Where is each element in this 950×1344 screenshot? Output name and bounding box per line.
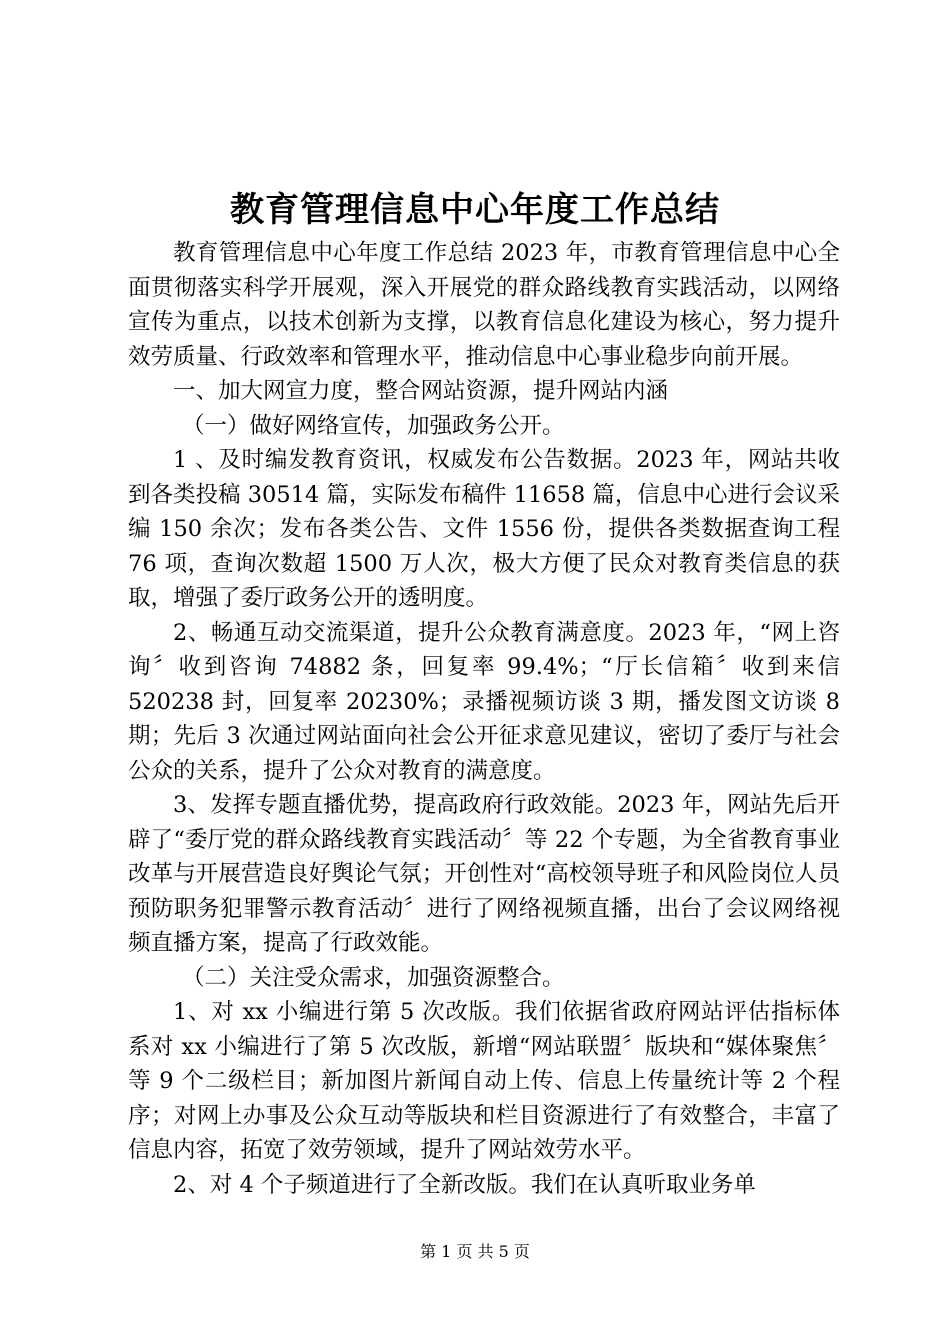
paragraph-item-2-2: 2、对 4 个子频道进行了全新改版。我们在认真听取业务单 [173, 1171, 756, 1198]
paragraph-item-1-1: 1 、及时编发教育资讯，权威发布公告数据。2023 年，网站共收到各类投稿 30514 篇，实际发布稿件 11658 篇，信息中心进行会议采编 150 余次；发布各类公告、文件 1556 份，提供各类数据查询工程 76 项，查询次数超 1500 万人次，极大方便了民众对教育类信息的获取，增强了委厅政务公开的透明度。 [128, 447, 840, 611]
page-number-footer: 第 1 页 共 5 页 [420, 1242, 530, 1261]
document-body [128, 236, 840, 1202]
subsection-heading-2: （二）关注受众需求，加强资源整合。 [182, 964, 565, 991]
paragraph-item-1-2: 2、畅通互动交流渠道，提升公众教育满意度。2023 年，“网上咨询〞收到咨询 74882 条，回复率 99.4%；“厅长信箱〞收到来信 520238 封，回复率 20230%；录播视频访谈 3 期，播发图文访谈 8 期；先后 3 次通过网站面向社会公开征求意见建议，密切了委厅与社会公众的关系，提升了公众对教育的满意度。 [128, 619, 840, 784]
paragraph-item-2-1: 1、对 xx 小编进行第 5 次改版。我们依据省政府网站评估指标体系对 xx 小编进行了第 5 次改版，新增“网站联盟〞版块和“媒体聚焦〞等 9 个二级栏目；新加图片新闻自动上传、信息上传量统计等 2 个程序；对网上办事及公众互动等版块和栏目资源进行了有效整合，丰富了信息内容，拓宽了效劳领域，提升了网站效劳水平。 [128, 999, 840, 1163]
section-heading-1: 一、加大网宣力度，整合网站资源，提升网站内涵 [173, 378, 669, 404]
paragraph-item-1-3: 3、发挥专题直播优势，提高政府行政效能。2023 年，网站先后开辟了“委厅党的群众路线教育实践活动〞等 22 个专题，为全省教育事业改革与开展营造良好舆论气氛；开创性对“高校领导班子和风险岗位人员预防职务犯罪警示教育活动〞进行了网络视频直播，出台了会议网络视频直播方案，提高了行政效能。 [128, 792, 840, 956]
intro-paragraph: 教育管理信息中心年度工作总结 2023 年，市教育管理信息中心全面贯彻落实科学开展观，深入开展党的群众路线教育实践活动，以网络宣传为重点，以技术创新为支撑，以教育信息化建设为核心，努力提升效劳质量、行政效率和管理水平，推动信息中心事业稳步向前开展。 [128, 240, 840, 370]
subsection-heading-1: （一）做好网络宣传，加强政务公开。 [182, 412, 565, 439]
document-title: 教育管理信息中心年度工作总结 [230, 190, 720, 230]
